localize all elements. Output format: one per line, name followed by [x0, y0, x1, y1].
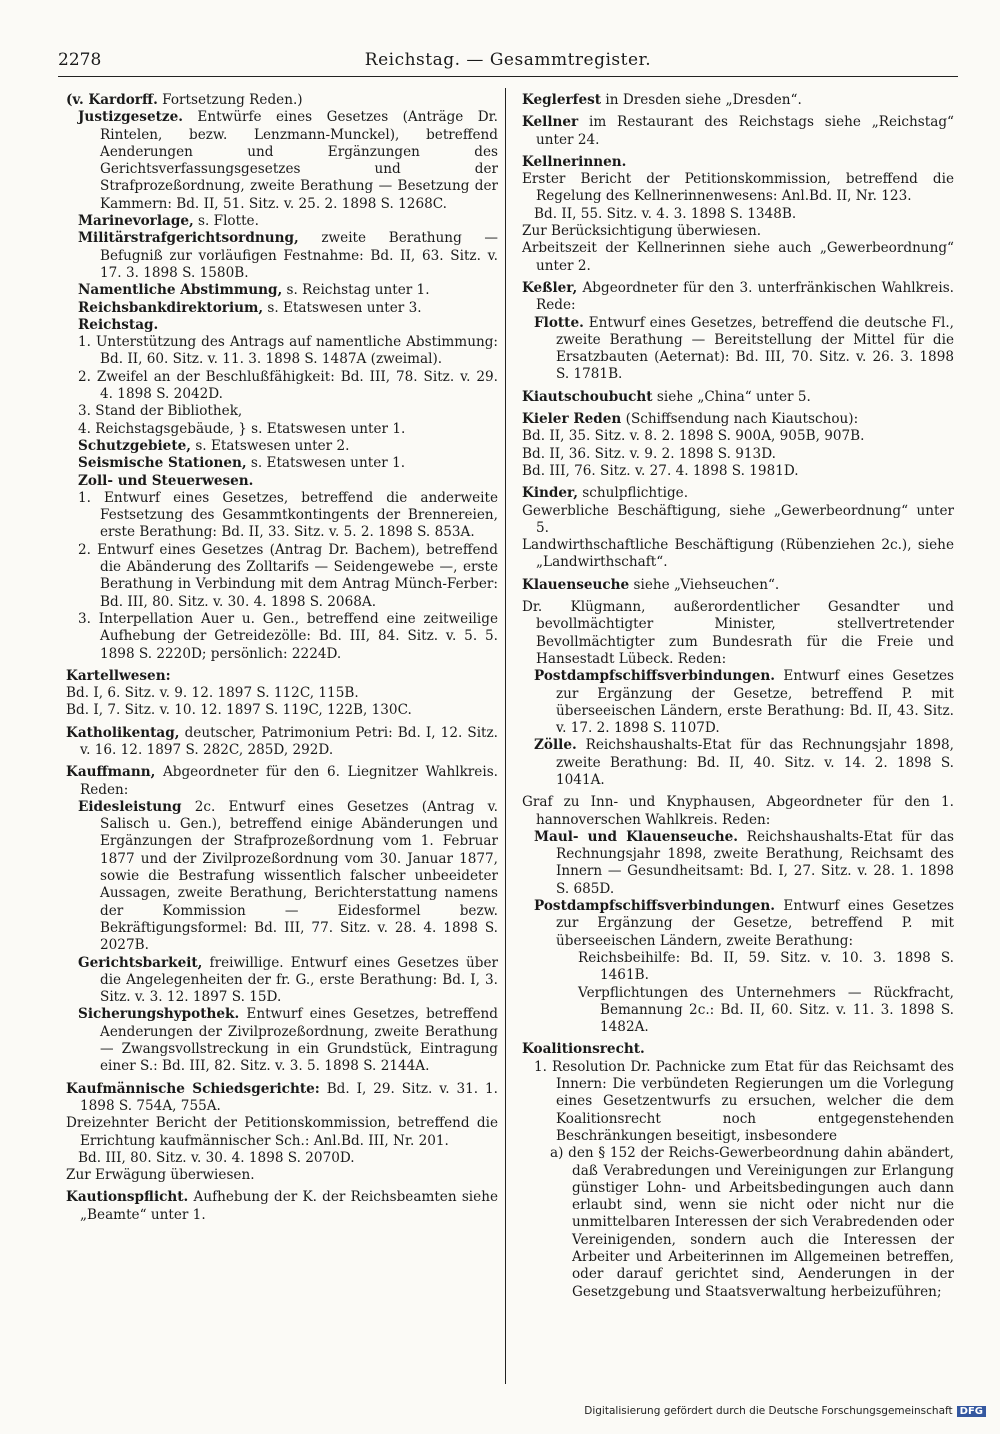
entry-text: Bd. II, 35. Sitz. v. 8. 2. 1898 S. 900A, 905B, 907B.: [522, 428, 865, 445]
entry-keyword: Reichsbankdirektorium,: [78, 299, 264, 316]
index-entry: [514, 1041, 954, 1058]
entry-text: siehe „Viehseuchen“.: [629, 576, 780, 593]
index-entry: [514, 599, 954, 668]
index-entry: [514, 485, 954, 502]
index-entry: [514, 1145, 954, 1301]
index-entry: [514, 503, 954, 538]
index-entry: [58, 317, 498, 334]
index-entry: [514, 92, 954, 109]
index-entry: [514, 898, 954, 950]
index-entry: [58, 611, 498, 663]
entry-text: deutscher, Patrimonium Petri: Bd. I, 12. Sitz. v. 16. 12. 1897 S. 282C, 285D, 292D.: [80, 724, 498, 758]
index-entry: [514, 280, 954, 315]
entry-text: 3. Interpellation Auer u. Gen., betreffend eine zeitweilige Aufhebung der Getreidezölle: Bd. III, 84. Sitz. v. 5. 5. 1898 S. 2220D; persönlich: 2224D.: [78, 610, 498, 662]
index-entry: [58, 542, 498, 611]
entry-text: Bd. II, 55. Sitz. v. 4. 3. 1898 S. 1348B.: [534, 205, 797, 222]
right-column: [514, 92, 954, 1301]
entry-text: s. Reichstag unter 1.: [282, 282, 430, 299]
index-entry: [514, 315, 954, 384]
entry-text: 1. Entwurf eines Gesetzes, betreffend die anderweite Festsetzung des Gesammtkontingents der Brennereien, erste Berathung: Bd. II, 33. Sitz. v. 5. 2. 1898 S. 853A.: [78, 489, 498, 541]
entry-text: schulpflichtige.: [577, 485, 689, 502]
index-entry: [514, 389, 954, 406]
index-entry: [514, 240, 954, 275]
index-entry: [58, 282, 498, 299]
entry-keyword: Kieler Reden: [522, 411, 622, 428]
index-entry: [514, 668, 954, 737]
page-header: [58, 50, 958, 76]
index-entry: [58, 403, 498, 420]
entry-keyword: Flotte.: [534, 314, 584, 331]
entry-text: freiwillige. Entwurf eines Gesetzes über die Angelegenheiten der fr. G., erste Berathung: Bd. I, 3. Sitz. v. 3. 12. 1897 S. 15D.: [100, 954, 498, 1006]
entry-text: Zur Berücksichtigung überwiesen.: [522, 223, 762, 240]
entry-keyword: Klauenseuche: [522, 576, 630, 593]
entry-text: Fortsetzung Reden.): [157, 92, 303, 108]
running-title: Reichstag. — Gesammtregister.: [364, 50, 652, 70]
entry-keyword: Seismische Stationen,: [78, 455, 247, 472]
entry-text: Bd. I, 7. Sitz. v. 10. 12. 1897 S. 119C, 122B, 130C.: [66, 702, 412, 719]
entry-text: Zur Erwägung überwiesen.: [66, 1167, 255, 1184]
entry-keyword: Kellnerinnen.: [522, 153, 627, 170]
entry-keyword: Kaufmännische Schiedsgerichte:: [66, 1080, 320, 1097]
entry-keyword: (v. Kardorff.: [66, 92, 158, 108]
index-entry: [58, 109, 498, 213]
entry-text: zweite Berathung — Befugniß zur vorläufigen Festnahme: Bd. II, 63. Sitz. v. 17. 3. 1898 S. 1580B.: [100, 230, 498, 281]
index-entry: [514, 428, 954, 445]
entry-keyword: Schutzgebiete,: [78, 437, 191, 454]
entry-keyword: Kauffmann,: [66, 764, 156, 781]
entry-text: Bd. III, 76. Sitz. v. 27. 4. 1898 S. 1981D.: [522, 462, 799, 479]
entry-text: Abgeordneter für den 6. Liegnitzer Wahlkreis. Reden:: [80, 764, 498, 798]
index-entry: [514, 411, 954, 428]
entry-text: Reichshaushalts-Etat für das Rechnungsjahr 1898, zweite Berathung, Reichsamt des Innern — Gesundheitsamt: Bd. I, 27. Sitz. v. 28. 1. 1898 S. 685D.: [556, 828, 954, 897]
entry-text: Entwurf eines Gesetzes zur Ergänzung der Gesetze, betreffend P. mit überseeischen Ländern, erste Berathung: Bd. II, 43. Sitz. v. 17. 2. 1898 S. 1107D.: [556, 668, 954, 737]
index-entry: [58, 1167, 498, 1184]
entry-text: 1. Unterstützung des Antrags auf namentliche Abstimmung: Bd. II, 60. Sitz. v. 11. 3. 1898 S. 1487A (zweimal).: [78, 334, 498, 368]
entry-keyword: Kinder,: [522, 485, 578, 502]
index-entry: [514, 154, 954, 171]
entry-text: (Schiffsendung nach Kiautschou):: [621, 411, 859, 428]
entry-text: Gewerbliche Beschäftigung, siehe „Gewerbeordnung“ unter 5.: [522, 502, 954, 536]
index-entry: [58, 438, 498, 455]
entry-keyword: Postdampfschiffsverbindungen.: [534, 898, 775, 915]
entry-text: a) den § 152 der Reichs-Gewerbeordnung dahin abändert, daß Verabredungen und Vereinigungen zur Erlangung günstiger Lohn- und Arbeitsbedingungen auch dann erlaubt sind, wenn sie nicht oder nicht nur die unmittelbaren Interessen der sich Verabredenden oder Vereinigenden, sondern auch die Interessen der Arbeiter und Arbeiterinnen im Allgemeinen betreffen, oder darauf gerichtet sind, Aenderungen in der Gesetzgebung und Staatsverwaltung herbeizuführen;: [550, 1145, 954, 1300]
index-entry: [514, 1059, 954, 1145]
entry-text: Landwirthschaftliche Beschäftigung (Rübenziehen 2c.), siehe „Landwirthschaft“.: [522, 537, 954, 571]
index-entry: [58, 1006, 498, 1075]
index-entry: [514, 114, 954, 149]
entry-keyword: Justizgesetze.: [78, 109, 183, 126]
entry-text: 2. Entwurf eines Gesetzes (Antrag Dr. Bachem), betreffend die Abänderung des Zolltarifs — Seidengewebe —, erste Berathung in Verbindung mit dem Antrag Münch-Ferber: Bd. III, 80. Sitz. v. 30. 4. 1898 S. 2068A.: [78, 541, 498, 610]
header-rule: [58, 76, 958, 77]
entry-text: Aufhebung der K. der Reichsbeamten siehe „Beamte“ unter 1.: [80, 1189, 498, 1223]
entry-keyword: Katholikentag,: [66, 724, 180, 741]
index-entry: [58, 668, 498, 685]
left-column: [58, 92, 498, 1224]
page-number: 2278: [58, 50, 102, 70]
index-entry: [58, 685, 498, 702]
index-entry: [514, 206, 954, 223]
entry-keyword: Eidesleistung: [78, 798, 182, 815]
index-entry: [514, 537, 954, 572]
index-entry: [514, 829, 954, 898]
entry-text: Bd. II, 36. Sitz. v. 9. 2. 1898 S. 913D.: [522, 445, 776, 462]
entry-keyword: Kiautschoubucht: [522, 388, 653, 405]
footer-text: Digitalisierung gefördert durch die Deutsche Forschungsgemeinschaft: [584, 1405, 953, 1417]
entry-text: Reichshaushalts-Etat für das Rechnungsjahr 1898, zweite Berathung: Bd. II, 40. Sitz. v. 14. 2. 1898 S. 1041A.: [556, 737, 954, 788]
entry-text: 2. Zweifel an der Beschlußfähigkeit: Bd. III, 78. Sitz. v. 29. 4. 1898 S. 2042D.: [78, 368, 498, 403]
entry-keyword: Kartellwesen:: [66, 667, 171, 684]
index-entry: [58, 955, 498, 1007]
index-entry: [58, 230, 498, 282]
footer: [584, 1405, 986, 1417]
index-entry: [58, 1081, 498, 1116]
entry-keyword: Militärstrafgerichtsordnung,: [78, 230, 299, 247]
entry-text: 1. Resolution Dr. Pachnicke zum Etat für das Reichsamt des Innern: Die verbündeten Regierungen um die Vorlegung eines Gesetzentwurfs zu ersuchen, welcher die dem Koalitionsrecht noch entgegenstehenden Beschränkungen beseitigt, insbesondere: [534, 1058, 954, 1144]
entry-keyword: Maul- und Klauenseuche.: [534, 828, 739, 845]
entry-keyword: Reichstag.: [78, 316, 159, 333]
entry-text: 2c. Entwurf eines Gesetzes (Antrag v. Salisch u. Gen.), betreffend einige Abänderungen und Ergänzungen der Strafprozeßordnung vom 1. Februar 1877 und der Zivilprozeßordnung vom 30. Januar 1877, sowie die Bestrafung wissentlich falscher unbeeideter Aussagen, zweite Berathung, Berichterstattung namens der Kommission — Eidesformel bezw. Bekräftigungsformel: Bd. III, 77. Sitz. v. 28. 4. 1898 S. 2027B.: [100, 798, 498, 954]
entry-text: Entwurf eines Gesetzes, betreffend Aenderungen der Zivilprozeßordnung, zweite Berathung — Zwangsvollstreckung in ein Grundstück, Eintragung einer S.: Bd. III, 82. Sitz. v. 3. 5. 1898 S. 2144A.: [100, 1006, 498, 1075]
index-entry: [58, 1115, 498, 1150]
index-entry: [58, 799, 498, 955]
entry-keyword: Marinevorlage,: [78, 213, 194, 230]
index-entry: [58, 300, 498, 317]
entry-text: s. Etatswesen unter 3.: [263, 299, 422, 316]
entry-keyword: Namentliche Abstimmung,: [78, 282, 283, 299]
index-entry: [58, 334, 498, 369]
index-entry: [514, 446, 954, 463]
entry-text: Reichsbeihilfe: Bd. II, 59. Sitz. v. 10. 3. 1898 S. 1461B.: [578, 949, 954, 984]
entry-text: Verpflichtungen des Unternehmers — Rückfracht, Bemannung 2c.: Bd. II, 60. Sitz. v. 11. 3. 1898 S. 1482A.: [578, 984, 954, 1036]
entry-text: s. Etatswesen unter 2.: [191, 437, 350, 454]
entry-keyword: Keßler,: [522, 279, 578, 296]
entry-text: Entwurf eines Gesetzes, betreffend die deutsche Fl., zweite Berathung — Bereitstellung der Mittel für die Ersatzbauten (Aeternat): Bd. III, 70. Sitz. v. 26. 3. 1898 S. 1781B.: [556, 314, 954, 383]
index-entry: [58, 490, 498, 542]
entry-text: siehe „China“ unter 5.: [652, 388, 811, 405]
entry-keyword: Koalitionsrecht.: [522, 1041, 645, 1058]
index-entry: [514, 171, 954, 206]
entry-text: Arbeitszeit der Kellnerinnen siehe auch „Gewerbeordnung“ unter 2.: [522, 240, 954, 274]
entry-keyword: Kautionspflicht.: [66, 1189, 189, 1206]
entry-text: 4. Reichstagsgebäude, } s. Etatswesen unter 1.: [78, 420, 406, 437]
index-entry: [58, 1189, 498, 1224]
entry-keyword: Kellner: [522, 114, 579, 131]
entry-text: s. Flotte.: [193, 213, 259, 230]
index-entry: [58, 92, 498, 109]
entry-text: Graf zu Inn- und Knyphausen, Abgeordneter für den 1. hannoverschen Wahlkreis. Reden:: [522, 794, 954, 828]
index-entry: [58, 473, 498, 490]
index-entry: [58, 702, 498, 719]
entry-keyword: Zölle.: [534, 737, 577, 754]
index-entry: [514, 985, 954, 1037]
entry-text: Bd. I, 6. Sitz. v. 9. 12. 1897 S. 112C, 115B.: [66, 685, 359, 702]
index-entry: [514, 577, 954, 594]
index-entry: [58, 1150, 498, 1167]
entry-keyword: Sicherungshypothek.: [78, 1006, 240, 1023]
entry-text: 3. Stand der Bibliothek,: [78, 403, 243, 420]
index-entry: [514, 223, 954, 240]
index-entry: [58, 725, 498, 760]
entry-text: Bd. I, 29. Sitz. v. 31. 1. 1898 S. 754A, 755A.: [80, 1080, 498, 1114]
entry-keyword: Postdampfschiffsverbindungen.: [534, 668, 775, 685]
entry-keyword: Gerichtsbarkeit,: [78, 954, 203, 971]
index-entry: [58, 421, 498, 438]
index-entry: [514, 950, 954, 985]
entry-keyword: Zoll- und Steuerwesen.: [78, 472, 254, 489]
index-entry: [514, 737, 954, 789]
index-entry: [58, 369, 498, 404]
dfg-logo: DFG: [957, 1406, 986, 1417]
entry-text: Dr. Klügmann, außerordentlicher Gesandter und bevollmächtigter Minister, stellvertretender Bevollmächtigter zum Bundesrath für die Freie und Hansestadt Lübeck. Reden:: [522, 599, 954, 667]
entry-text: Abgeordneter für den 3. unterfränkischen Wahlkreis. Rede:: [536, 279, 954, 314]
index-entry: [514, 794, 954, 829]
entry-text: Bd. III, 80. Sitz. v. 30. 4. 1898 S. 2070D.: [78, 1149, 355, 1166]
entry-text: in Dresden siehe „Dresden“.: [601, 92, 802, 108]
entry-text: s. Etatswesen unter 1.: [246, 455, 406, 472]
column-divider: [505, 88, 506, 1384]
index-entry: [58, 213, 498, 230]
index-entry: [58, 455, 498, 472]
entry-text: Entwürfe eines Gesetzes (Anträge Dr. Rintelen, bezw. Lenzmann-Munckel), betreffend Aenderungen und Ergänzungen des Gerichtsverfassungsgesetzes und der Strafprozeßordnung, zweite Berathung — Besetzung der Kammern: Bd. II, 51. Sitz. v. 25. 2. 1898 S. 1268C.: [100, 109, 498, 212]
entry-keyword: Keglerfest: [522, 92, 602, 108]
entry-text: Dreizehnter Bericht der Petitionskommission, betreffend die Errichtung kaufmännischer Sch.: Anl.Bd. III, Nr. 201.: [66, 1115, 498, 1149]
index-entry: [58, 764, 498, 799]
index-entry: [514, 463, 954, 480]
entry-text: im Restaurant des Reichstags siehe „Reichstag“ unter 24.: [536, 114, 954, 148]
entry-text: Erster Bericht der Petitionskommission, betreffend die Regelung des Kellnerinnenwesens: Anl.Bd. II, Nr. 123.: [522, 171, 954, 205]
entry-text: Entwurf eines Gesetzes zur Ergänzung der Gesetze, betreffend P. mit überseeischen Ländern, zweite Berathung:: [556, 898, 954, 949]
